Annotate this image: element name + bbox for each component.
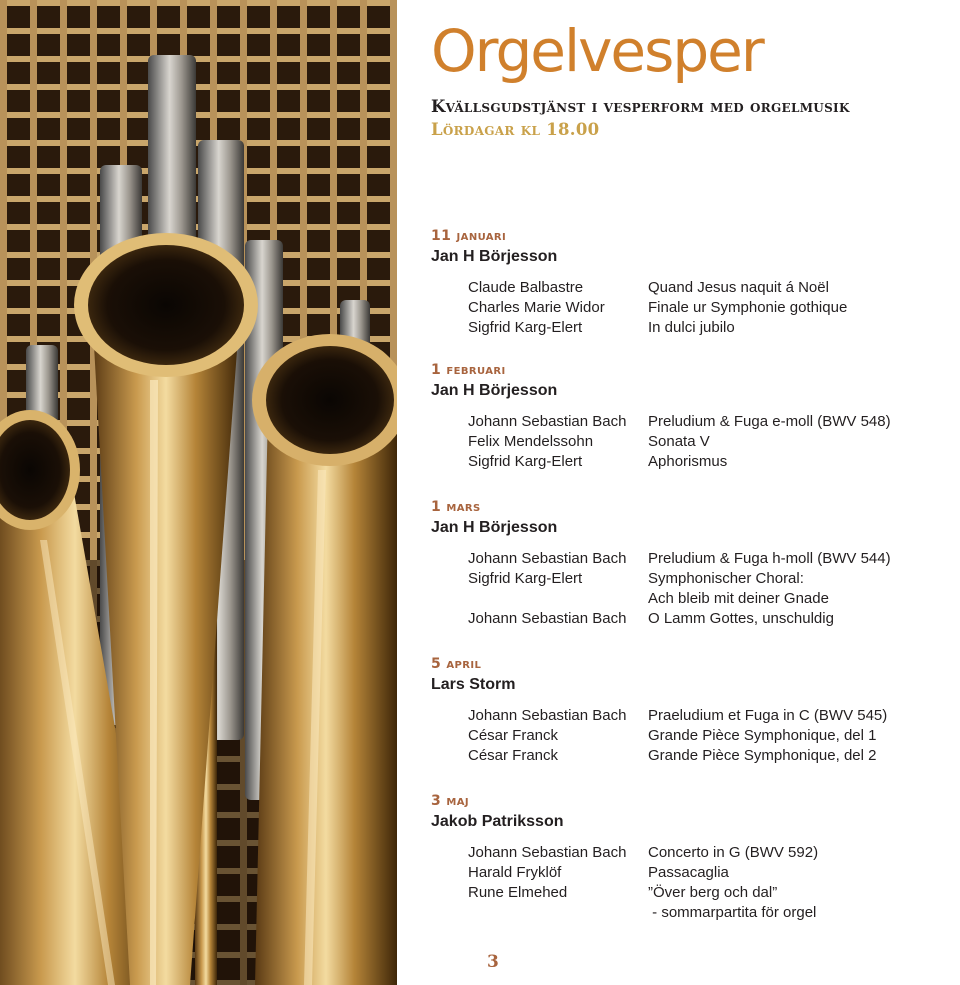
schedule-line: Lördagar kl 18.00 bbox=[431, 120, 600, 139]
event-organist: Jan H Börjesson bbox=[431, 382, 558, 399]
event-organist: Jan H Börjesson bbox=[431, 519, 558, 536]
concert-event bbox=[431, 655, 960, 766]
event-date: 3 maj bbox=[431, 793, 470, 809]
program-row bbox=[431, 903, 960, 923]
program-work: Grande Pièce Symphonique, del 1 bbox=[648, 727, 877, 744]
program-row bbox=[431, 549, 960, 569]
program-work: In dulci jubilo bbox=[648, 319, 735, 336]
program-row bbox=[431, 863, 960, 883]
event-organist: Jan H Börjesson bbox=[431, 248, 558, 265]
program-list bbox=[431, 706, 960, 766]
program-composer: Claude Balbastre bbox=[468, 279, 584, 296]
program-composer: Rune Elmehed bbox=[468, 884, 568, 901]
program-work: ”Över berg och dal” bbox=[648, 884, 778, 901]
program-row bbox=[431, 726, 960, 746]
program-row bbox=[431, 706, 960, 726]
program-work: Symphonischer Choral: bbox=[648, 570, 804, 587]
program-list bbox=[431, 412, 960, 472]
program-composer: Sigfrid Karg-Elert bbox=[468, 453, 583, 470]
program-composer bbox=[431, 903, 648, 923]
program-composer: Johann Sebastian Bach bbox=[468, 610, 627, 627]
program-composer: César Franck bbox=[468, 727, 559, 744]
concert-event bbox=[431, 498, 960, 629]
program-composer: Sigfrid Karg-Elert bbox=[468, 570, 583, 587]
program-work: Praeludium et Fuga in C (BWV 545) bbox=[648, 707, 888, 724]
program-work: Grande Pièce Symphonique, del 2 bbox=[648, 747, 877, 764]
program-work: Quand Jesus naquit á Noël bbox=[648, 279, 829, 296]
program-row bbox=[431, 589, 960, 609]
program-composer: Johann Sebastian Bach bbox=[468, 413, 627, 430]
program-work: Passacaglia bbox=[648, 864, 729, 881]
program-list bbox=[431, 843, 960, 923]
program-composer: Charles Marie Widor bbox=[468, 299, 605, 316]
event-date: 11 januari bbox=[431, 228, 507, 244]
concert-event bbox=[431, 792, 960, 923]
program-row bbox=[431, 298, 960, 318]
concert-event bbox=[431, 227, 960, 338]
concert-event bbox=[431, 361, 960, 472]
program-composer bbox=[431, 589, 648, 609]
program-row bbox=[431, 569, 960, 589]
program-work: Finale ur Symphonie gothique bbox=[648, 299, 848, 316]
program-row bbox=[431, 432, 960, 452]
program-row bbox=[431, 278, 960, 298]
program-row bbox=[431, 843, 960, 863]
program-work: Concerto in G (BWV 592) bbox=[648, 844, 819, 861]
program-work: O Lamm Gottes, unschuldig bbox=[648, 610, 834, 627]
event-organist: Jakob Patriksson bbox=[431, 813, 564, 830]
program-work: Ach bleib mit deiner Gnade bbox=[648, 590, 829, 607]
event-date: 1 mars bbox=[431, 499, 481, 515]
program-composer: Felix Mendelssohn bbox=[468, 433, 594, 450]
program-row bbox=[431, 412, 960, 432]
program-composer: Johann Sebastian Bach bbox=[468, 707, 627, 724]
program-composer: Sigfrid Karg-Elert bbox=[468, 319, 583, 336]
program-work: Sonata V bbox=[648, 433, 710, 450]
program-row bbox=[431, 746, 960, 766]
organ-pipes-image bbox=[0, 0, 397, 985]
program-work: Preludium & Fuga h-moll (BWV 544) bbox=[648, 550, 891, 567]
program-work: Preludium & Fuga e-moll (BWV 548) bbox=[648, 413, 891, 430]
program-composer: César Franck bbox=[468, 747, 559, 764]
program-list bbox=[431, 549, 960, 629]
page-title: Orgelvesper bbox=[431, 17, 763, 85]
program-row bbox=[431, 883, 960, 903]
program-work: Aphorismus bbox=[648, 453, 728, 470]
program-composer: Johann Sebastian Bach bbox=[468, 550, 627, 567]
program-row bbox=[431, 318, 960, 338]
program-composer: Johann Sebastian Bach bbox=[468, 844, 627, 861]
program-composer: Harald Fryklöf bbox=[468, 864, 562, 881]
program-row bbox=[431, 609, 960, 629]
program-work: - sommarpartita för orgel bbox=[648, 904, 817, 921]
program-list bbox=[431, 278, 960, 338]
program-row bbox=[431, 452, 960, 472]
event-organist: Lars Storm bbox=[431, 676, 516, 693]
event-date: 1 februari bbox=[431, 362, 506, 378]
page-number: 3 bbox=[487, 952, 499, 972]
page-subtitle: Kvällsgudstjänst i vesperform med orgelmusik bbox=[431, 97, 850, 116]
programme-column bbox=[431, 0, 960, 985]
organ-pipes-photo bbox=[0, 0, 397, 985]
event-date: 5 april bbox=[431, 656, 482, 672]
